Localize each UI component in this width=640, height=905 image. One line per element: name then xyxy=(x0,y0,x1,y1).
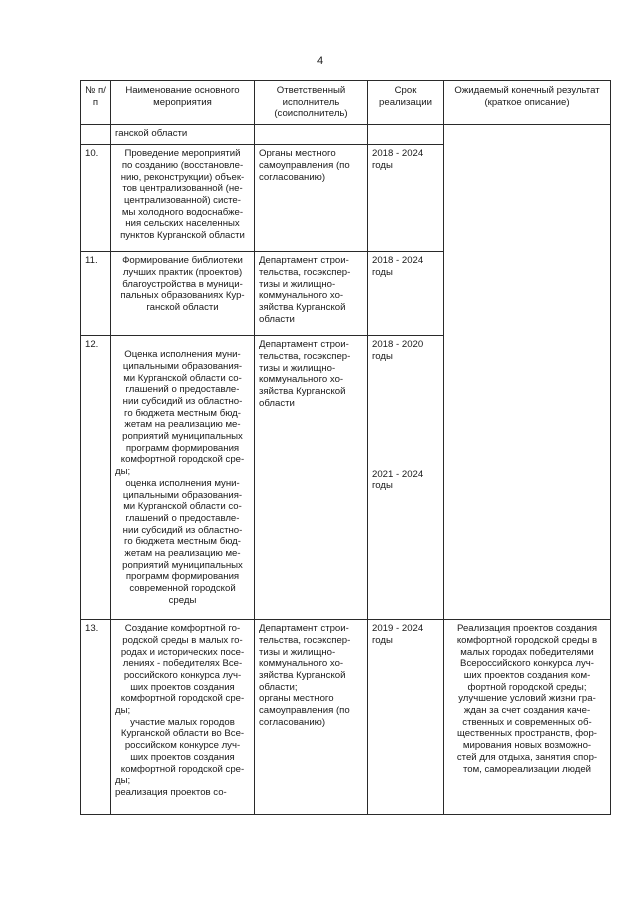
term-line: 2019 - 2024 xyxy=(372,623,424,635)
row-name xyxy=(111,252,255,336)
measures-table xyxy=(80,80,611,815)
result-line: том, самореализации людей xyxy=(462,763,592,775)
name-line: программ формирования xyxy=(125,571,240,583)
header-term: Срок реализации xyxy=(368,81,444,125)
row-result xyxy=(444,125,611,620)
name-line: го бюджета местным бюд- xyxy=(124,407,241,419)
name-line: нию, реконструкции) объек- xyxy=(120,171,245,183)
row-term xyxy=(368,620,444,815)
row-result xyxy=(444,620,611,815)
responsible-line: тельства, госэкспер- xyxy=(259,350,351,362)
name-line: лениях - победителях Все- xyxy=(122,658,243,670)
name-line: ды; xyxy=(115,705,131,717)
responsible-line: самоуправления (по xyxy=(259,159,350,171)
row-num xyxy=(81,125,111,145)
name-line: ципальными образования- xyxy=(122,489,243,501)
name-line: го бюджета местным бюд- xyxy=(124,536,241,548)
responsible-line: тизы и жилищно- xyxy=(259,278,336,290)
result-line: улучшение условий жизни гра- xyxy=(458,693,596,705)
responsible-line: области xyxy=(259,397,295,409)
responsible-line: тельства, госэкспер- xyxy=(259,266,351,278)
name-line: централизованной) систе- xyxy=(124,194,241,206)
result-line: стей для отдыха, занятия спор- xyxy=(456,751,598,763)
row-term xyxy=(368,125,444,145)
result-line: мирования новых возможно- xyxy=(462,740,592,752)
row-term xyxy=(368,336,444,620)
name-line: комфортной городской сре- xyxy=(120,454,245,466)
name-line: глашений о предоставле- xyxy=(125,384,240,396)
responsible-line: зяйства Курганской xyxy=(259,669,346,681)
name-line: родах и исторических посе- xyxy=(120,646,245,658)
name-line: ципальными образования- xyxy=(122,360,243,372)
row-num: 13. xyxy=(81,620,111,815)
name-line: Курганской области во Все- xyxy=(120,728,245,740)
name-line: ших проектов создания xyxy=(130,681,235,693)
responsible-line: согласованию) xyxy=(259,716,326,728)
result-line: комфортной городской среды в xyxy=(456,634,598,646)
name-line: Проведение мероприятий xyxy=(124,148,241,160)
name-line: тов централизованной (не- xyxy=(122,183,243,195)
name-line: участие малых городов xyxy=(130,716,235,728)
table-row xyxy=(81,125,611,145)
name-line: жетам на реализацию ме- xyxy=(124,548,241,560)
result-line: ждан за счет создания каче- xyxy=(463,705,591,717)
term-line: 2018 - 2024 xyxy=(372,148,424,160)
name-line: пальных образованиях Кур- xyxy=(120,290,245,302)
row-responsible xyxy=(255,145,368,252)
name-line: комфортной городской сре- xyxy=(120,763,245,775)
row-responsible xyxy=(255,336,368,620)
row-responsible xyxy=(255,252,368,336)
name-line: современной городской xyxy=(129,583,236,595)
name-line: ганской области xyxy=(146,301,219,313)
term-line: 2018 - 2020 xyxy=(372,339,424,351)
term-line: годы xyxy=(372,266,393,278)
name-line: благоустройства в муници- xyxy=(122,278,243,290)
table-header-row xyxy=(81,81,611,125)
result-line: малых городах победителями xyxy=(460,646,594,658)
result-line: ших проектов создания ком- xyxy=(463,669,591,681)
responsible-line: коммунального хо- xyxy=(259,290,344,302)
responsible-line: органы местного xyxy=(259,693,334,705)
name-line: Создание комфортной го- xyxy=(124,623,241,635)
term-line: годы xyxy=(372,159,393,171)
name-line: глашений о предоставле- xyxy=(125,512,240,524)
responsible-line: согласованию) xyxy=(259,171,326,183)
name-line: среды xyxy=(168,594,197,606)
header-num: № п/п xyxy=(81,81,111,125)
row-term xyxy=(368,145,444,252)
header-result: Ожидаемый конечный результат (краткое описание) xyxy=(444,81,611,125)
name-line: нии субсидий из областно- xyxy=(122,524,243,536)
name-line: пунктов Курганской области xyxy=(120,230,245,242)
result-line: щественных пространств, фор- xyxy=(457,728,597,740)
name-line: жетам на реализацию ме- xyxy=(124,419,241,431)
row-responsible xyxy=(255,125,368,145)
name-line: роприятий муниципальных xyxy=(122,431,243,443)
name-line: нии субсидий из областно- xyxy=(122,395,243,407)
term-line: годы xyxy=(372,634,393,646)
responsible-line: самоуправления (по xyxy=(259,705,350,717)
name-line: ды; xyxy=(115,775,131,787)
name-line: ния сельских населенных xyxy=(125,218,240,230)
name-line: ми Курганской области со- xyxy=(123,501,242,513)
term-line: годы xyxy=(372,480,393,492)
responsible-line: области; xyxy=(259,681,298,693)
name-line: комфортной городской сре- xyxy=(120,693,245,705)
name-line: оценка исполнения муни- xyxy=(125,477,240,489)
result-line: Реализация проектов создания xyxy=(456,623,598,635)
name-line: российского конкурса луч- xyxy=(123,669,242,681)
responsible-line: области xyxy=(259,313,295,325)
row-name xyxy=(111,125,255,145)
row-responsible xyxy=(255,620,368,815)
name-line: ганской области xyxy=(115,128,188,140)
responsible-line: зяйства Курганской xyxy=(259,301,346,313)
result-line: ственных и современных об- xyxy=(462,716,592,728)
header-responsible: Ответственный исполнитель (соисполнитель) xyxy=(255,81,368,125)
result-line: фортной городской среды; xyxy=(467,681,587,693)
responsible-line: тизы и жилищно- xyxy=(259,362,336,374)
row-num: 11. xyxy=(81,252,111,336)
name-line: ми Курганской области со- xyxy=(123,372,242,384)
name-line: программ формирования xyxy=(125,442,240,454)
name-line: российском конкурсе луч- xyxy=(124,740,241,752)
responsible-line: Департамент строи- xyxy=(259,255,349,267)
header-name: Наименование основного мероприятия xyxy=(111,81,255,125)
name-line: мы холодного водоснабже- xyxy=(121,206,244,218)
responsible-line: тельства, госэкспер- xyxy=(259,634,351,646)
row-num: 10. xyxy=(81,145,111,252)
row-name xyxy=(111,145,255,252)
row-name xyxy=(111,620,255,815)
page-number: 4 xyxy=(316,55,324,67)
name-line: ды; xyxy=(115,466,131,478)
responsible-line: зяйства Курганской xyxy=(259,385,346,397)
name-line: Оценка исполнения муни- xyxy=(124,349,241,361)
term-line: 2018 - 2024 xyxy=(372,255,424,267)
row-name xyxy=(111,336,255,620)
name-line: по созданию (восстановле- xyxy=(121,159,244,171)
name-line: родской среды в малых го- xyxy=(122,634,243,646)
responsible-line: Органы местного xyxy=(259,148,336,160)
term-line: годы xyxy=(372,350,393,362)
name-line: ших проектов создания xyxy=(130,751,235,763)
name-line: лучших практик (проектов) xyxy=(122,266,243,278)
name-line: Формирование библиотеки xyxy=(122,255,243,267)
responsible-line: коммунального хо- xyxy=(259,374,344,386)
row-num: 12. xyxy=(81,336,111,620)
responsible-line: Департамент строи- xyxy=(259,339,349,351)
term-line: 2021 - 2024 xyxy=(372,468,424,480)
name-line: реализация проектов со- xyxy=(115,786,227,798)
result-line: Всероссийского конкурса луч- xyxy=(460,658,594,670)
row-term xyxy=(368,252,444,336)
name-line: роприятий муниципальных xyxy=(122,559,243,571)
responsible-line: тизы и жилищно- xyxy=(259,646,336,658)
responsible-line: коммунального хо- xyxy=(259,658,344,670)
table-row xyxy=(81,620,611,815)
responsible-line: Департамент строи- xyxy=(259,623,349,635)
